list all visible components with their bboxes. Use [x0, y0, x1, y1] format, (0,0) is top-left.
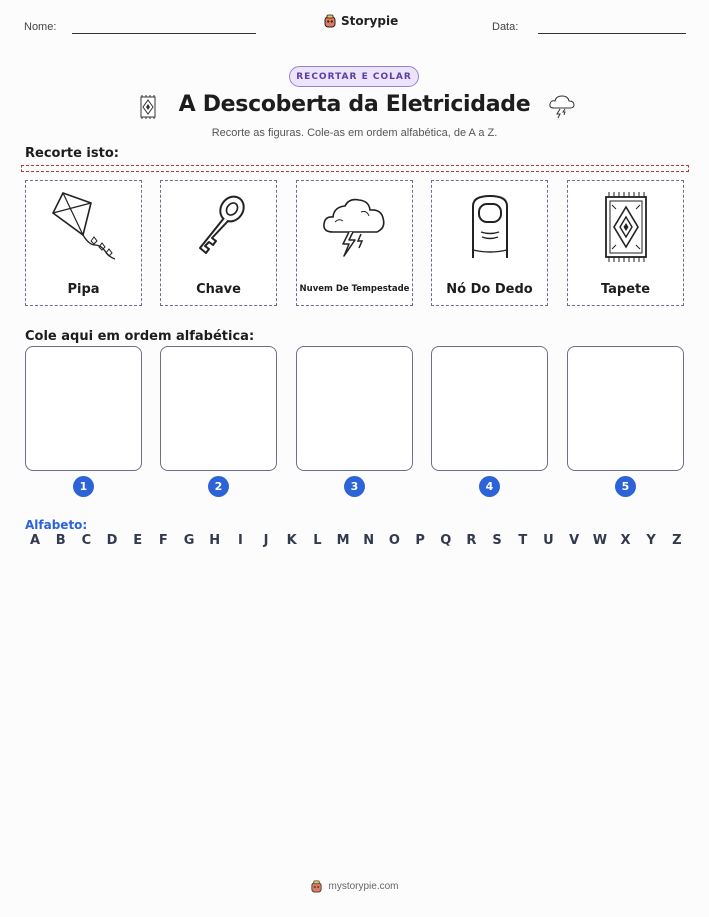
alphabet-letter: O — [388, 533, 400, 548]
card-label: Nuvem De Tempestade — [299, 284, 410, 294]
name-label: Nome: — [24, 21, 57, 33]
alphabet-letter: E — [133, 533, 143, 548]
alphabet-letter: L — [313, 533, 322, 548]
paste-box-1[interactable] — [25, 346, 142, 471]
alphabet-letter: Q — [440, 533, 452, 548]
paste-number-4: 4 — [479, 476, 500, 497]
alphabet-letter: H — [209, 533, 221, 548]
cutout-card-chave[interactable] — [160, 180, 277, 306]
paste-section-heading: Cole aqui em ordem alfabética: — [25, 329, 255, 344]
alphabet-letter: F — [158, 533, 168, 548]
alphabet-letter: M — [336, 533, 350, 548]
page-title: A Descoberta da Eletricidade — [178, 92, 531, 117]
paste-number-3: 3 — [344, 476, 365, 497]
key-icon — [188, 192, 250, 262]
storm-cloud-title-icon — [548, 93, 576, 119]
cut-line — [21, 165, 689, 172]
alphabet-letter: J — [263, 533, 269, 548]
paste-number-1: 1 — [73, 476, 94, 497]
paste-box-3[interactable] — [296, 346, 413, 471]
date-label: Data: — [492, 21, 519, 33]
paste-number-5: 5 — [615, 476, 636, 497]
card-label: Chave — [196, 282, 241, 297]
storypie-logo — [323, 14, 398, 28]
card-label: Tapete — [600, 282, 651, 297]
alphabet-letter: K — [286, 533, 297, 548]
alphabet-letter: N — [363, 533, 375, 548]
cutout-card-no-do-dedo[interactable] — [431, 180, 548, 306]
name-line[interactable] — [72, 33, 256, 34]
alphabet-letter: U — [543, 533, 554, 548]
cutout-card-nuvem[interactable] — [296, 180, 413, 306]
alphabet-letter: W — [592, 533, 608, 548]
brand-name: Storypie — [341, 14, 399, 28]
paste-box-4[interactable] — [431, 346, 548, 471]
paste-number-2: 2 — [208, 476, 229, 497]
alphabet-row — [28, 533, 684, 548]
alphabet-letter: V — [569, 533, 580, 548]
footer-url[interactable]: mystorypie.com — [328, 881, 399, 892]
alphabet-letter: R — [466, 533, 477, 548]
alphabet-letter: I — [237, 533, 243, 548]
storypie-mascot-icon — [323, 14, 337, 28]
date-line[interactable] — [538, 33, 686, 34]
footer — [0, 880, 709, 893]
storypie-mascot-icon — [310, 880, 323, 893]
alphabet-letter: D — [106, 533, 118, 548]
alphabet-letter: A — [29, 533, 41, 548]
alphabet-letter: Z — [672, 533, 682, 548]
cutout-card-pipa[interactable] — [25, 180, 142, 306]
alphabet-letter: G — [183, 533, 195, 548]
alphabet-letter: C — [81, 533, 92, 548]
activity-badge: RECORTAR E COLAR — [289, 66, 419, 87]
instructions: Recorte as figuras. Cole-as em ordem alfabética, de A a Z. — [211, 127, 498, 139]
card-label: Pipa — [67, 282, 100, 297]
alphabet-letter: P — [415, 533, 425, 548]
alphabet-letter: S — [492, 533, 502, 548]
alphabet-letter: X — [620, 533, 631, 548]
alphabet-label: Alfabeto: — [25, 518, 88, 532]
alphabet-letter: B — [55, 533, 66, 548]
cut-section-heading: Recorte isto: — [25, 146, 119, 161]
alphabet-letter: T — [518, 533, 528, 548]
cutout-card-tapete[interactable] — [567, 180, 684, 306]
kite-icon — [49, 189, 119, 265]
rug-icon — [600, 191, 652, 263]
alphabet-letter: Y — [646, 533, 656, 548]
card-label: Nó Do Dedo — [446, 282, 533, 297]
knuckle-icon — [465, 192, 515, 262]
storm-cloud-icon — [321, 194, 389, 260]
paste-box-5[interactable] — [567, 346, 684, 471]
rug-title-icon — [138, 94, 158, 120]
paste-box-2[interactable] — [160, 346, 277, 471]
